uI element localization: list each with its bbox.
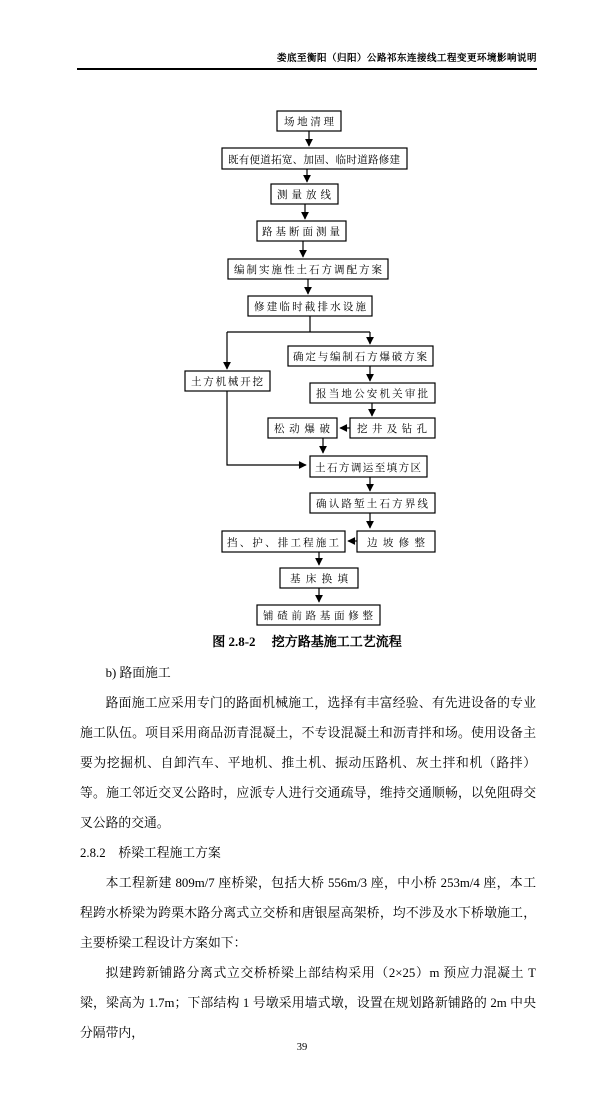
flow-node-label: 报当地公安机关审批: [316, 389, 428, 400]
paragraph-bridge-design: 拟建跨新铺路分离式立交桥桥梁上部结构采用（2×25）m 预应力混凝土 T 梁，梁高为 1.7m；下部结构 1 号墩采用墙式墩，设置在规划路新铺路的 2m 中央分隔带内，: [80, 966, 536, 1040]
flow-node-subgrade-section-survey: [257, 221, 346, 241]
flow-node-label: 确认路堑土石方界线: [316, 499, 428, 510]
flow-node-police-approval: [310, 383, 435, 403]
flow-node-well-digging-drilling: [350, 418, 435, 438]
flow-node-label: 土石方调运至填方区: [315, 463, 421, 474]
flow-node-site-clearing: [277, 111, 341, 131]
flow-node-label: 挖井及钻孔: [357, 424, 427, 435]
flow-node-rock-blasting-plan: [288, 346, 433, 366]
flow-node-mechanical-excavation: [185, 371, 270, 391]
subheading-pavement: b) 路面施工: [105, 666, 171, 680]
flow-node-label: 修建临时截排水设施: [254, 302, 366, 313]
page-number: 39: [296, 1042, 308, 1053]
flow-node-earthwork-transport-to-fill: [310, 456, 427, 477]
flow-node-cut-boundary-confirmation: [310, 493, 435, 513]
figure-caption: 图 2.8-2 挖方路基施工工艺流程: [212, 634, 402, 649]
body-text: [80, 658, 536, 1048]
flow-node-label: 土方机械开挖: [191, 377, 263, 388]
flow-node-slope-trimming: [357, 531, 435, 552]
flow-node-label: 铺碴前路基面修整: [263, 611, 373, 622]
flow-node-loosening-blasting: [268, 418, 337, 438]
paragraph-pavement-construction: 路面施工应采用专门的路面机械施工，选择有丰富经验、有先进设备的专业施工队伍。项目采用商品沥青混凝土，不专设混凝土和沥青拌和场。使用设备主要为挖掘机、自卸汽车、平地机、推土机、振动压路机、灰土拌和机（路拌）等。施工邻近交叉公路时，应派专人进行交通疏导，维持交通顺畅，以免阻碍交叉公路的交通。: [80, 696, 536, 830]
flow-node-surface-trimming-before-ballast: [257, 605, 380, 625]
flow-node-earthwork-allocation-plan: [228, 259, 388, 279]
flow-node-label: 编制实施性土石方调配方案: [234, 265, 382, 276]
page-header-title: 娄底至衡阳（归阳）公路祁东连接线工程变更环境影响说明: [77, 50, 537, 70]
flow-node-label: 挡、护、排工程施工: [227, 538, 339, 549]
flow-node-label: 边坡修整: [367, 538, 425, 549]
flow-node-survey-layout: [271, 184, 338, 204]
flow-node-label: 路基断面测量: [262, 227, 340, 238]
flow-node-label: 既有便道拓宽、加固、临时道路修建: [228, 155, 400, 166]
flow-node-label: 测量放线: [277, 190, 331, 201]
flow-node-subgrade-bed-replacement: [280, 568, 358, 588]
flow-node-widen-existing-roads: [222, 148, 407, 169]
flow-node-retaining-protection-drainage-works: [222, 531, 345, 552]
paragraph-bridge-overview: 本工程新建 809m/7 座桥梁，包括大桥 556m/3 座，中小桥 253m/4 座，本工程跨水桥梁为跨栗木路分离式立交桥和唐银屋高架桥，均不涉及水下桥墩施工，主要桥梁工程设计方案如下：: [80, 876, 536, 950]
flow-node-label: 场地清理: [284, 117, 334, 128]
section-heading-2-8-2: 2.8.2 桥梁工程施工方案: [80, 846, 221, 860]
flow-node-label: 基床换填: [290, 574, 348, 585]
flow-node-label: 确定与编制石方爆破方案: [293, 352, 427, 363]
flow-node-label: 松动爆破: [274, 424, 330, 435]
flow-node-temporary-drainage: [248, 296, 372, 316]
